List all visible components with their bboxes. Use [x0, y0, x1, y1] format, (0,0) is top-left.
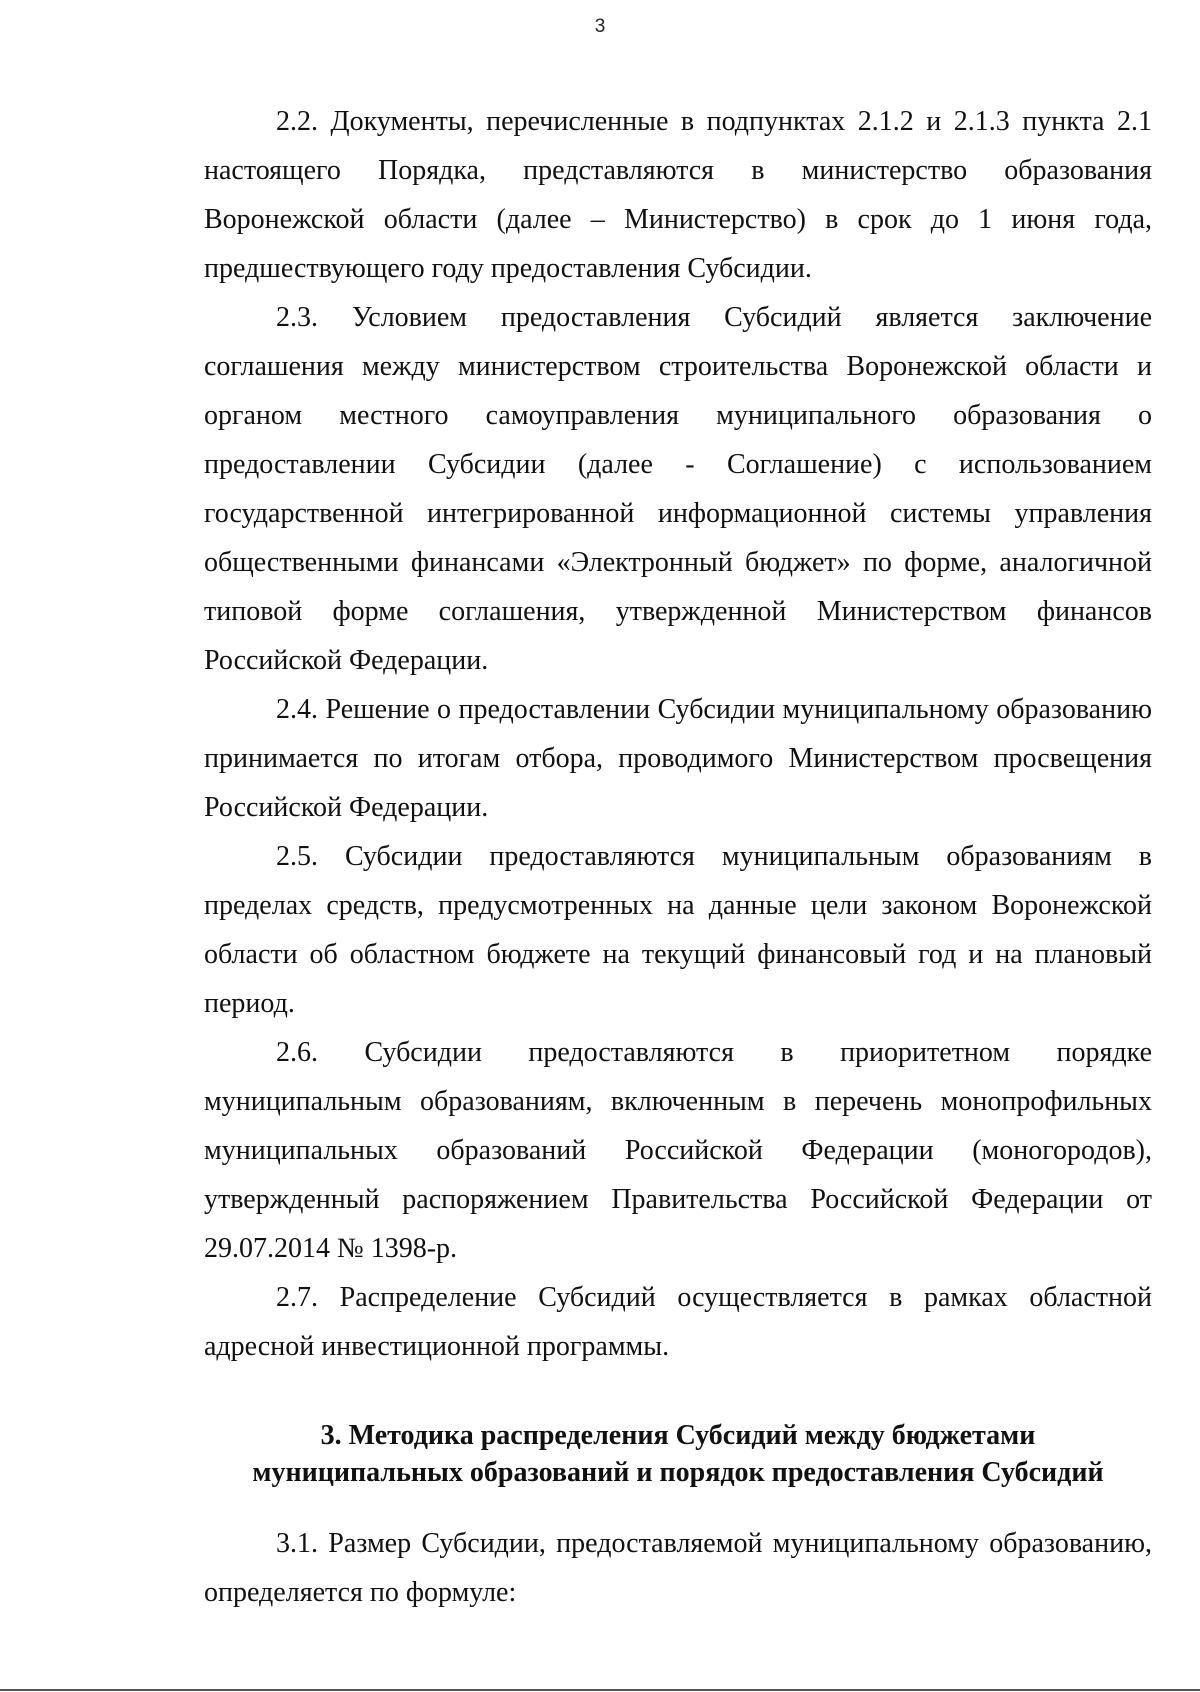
paragraph-2-6: 2.6. Субсидии предоставляются в приоритетном порядке муниципальным образованиям, включенным в перечень монопрофильных муниципальных образований Российской Федерации (моногородов), утвержденный распоряжением Правительства Российской Федерации от 29.07.2014 № 1398-р.: [204, 1037, 1152, 1264]
section-heading-line-2: муниципальных образований и порядок предоставления Субсидий: [252, 1457, 1104, 1488]
section-3-heading: [204, 1417, 1152, 1491]
paragraph-2-3: 2.3. Условием предоставления Субсидий является заключение соглашения между министерством строительства Воронежской области и органом местного самоуправления муниципального образования о предоставлении Субсидии (далее - Соглашение) с использованием государственной интегрированной информационной системы управления общественными финансами «Электронный бюджет» по форме, аналогичной типовой форме соглашения, утвержденной Министерством финансов Российской Федерации.: [204, 302, 1152, 676]
paragraph-2-4: 2.4. Решение о предоставлении Субсидии муниципальному образованию принимается по итогам отбора, проводимого Министерством просвещения Российской Федерации.: [204, 694, 1152, 823]
bottom-scan-edge: [0, 1689, 1200, 1691]
section-heading-line-1: 3. Методика распределения Субсидий между бюджетами: [320, 1420, 1036, 1451]
paragraph-3-1: 3.1. Размер Субсидии, предоставляемой муниципальному образованию, определяется по формуле:: [204, 1528, 1152, 1608]
paragraph-2-5: 2.5. Субсидии предоставляются муниципальным образованиям в пределах средств, предусмотренных на данные цели законом Воронежской области об областном бюджете на текущий финансовый год и на плановый период.: [204, 841, 1152, 1019]
page-number: 3: [594, 16, 606, 37]
paragraph-2-7: 2.7. Распределение Субсидий осуществляется в рамках областной адресной инвестиционной программы.: [204, 1282, 1152, 1362]
document-body: [204, 97, 1152, 1617]
paragraph-2-2: 2.2. Документы, перечисленные в подпунктах 2.1.2 и 2.1.3 пункта 2.1 настоящего Порядка, представляются в министерство образования Воронежской области (далее – Министерство) в срок до 1 июня года, предшествующего году предоставления Субсидии.: [204, 106, 1152, 284]
